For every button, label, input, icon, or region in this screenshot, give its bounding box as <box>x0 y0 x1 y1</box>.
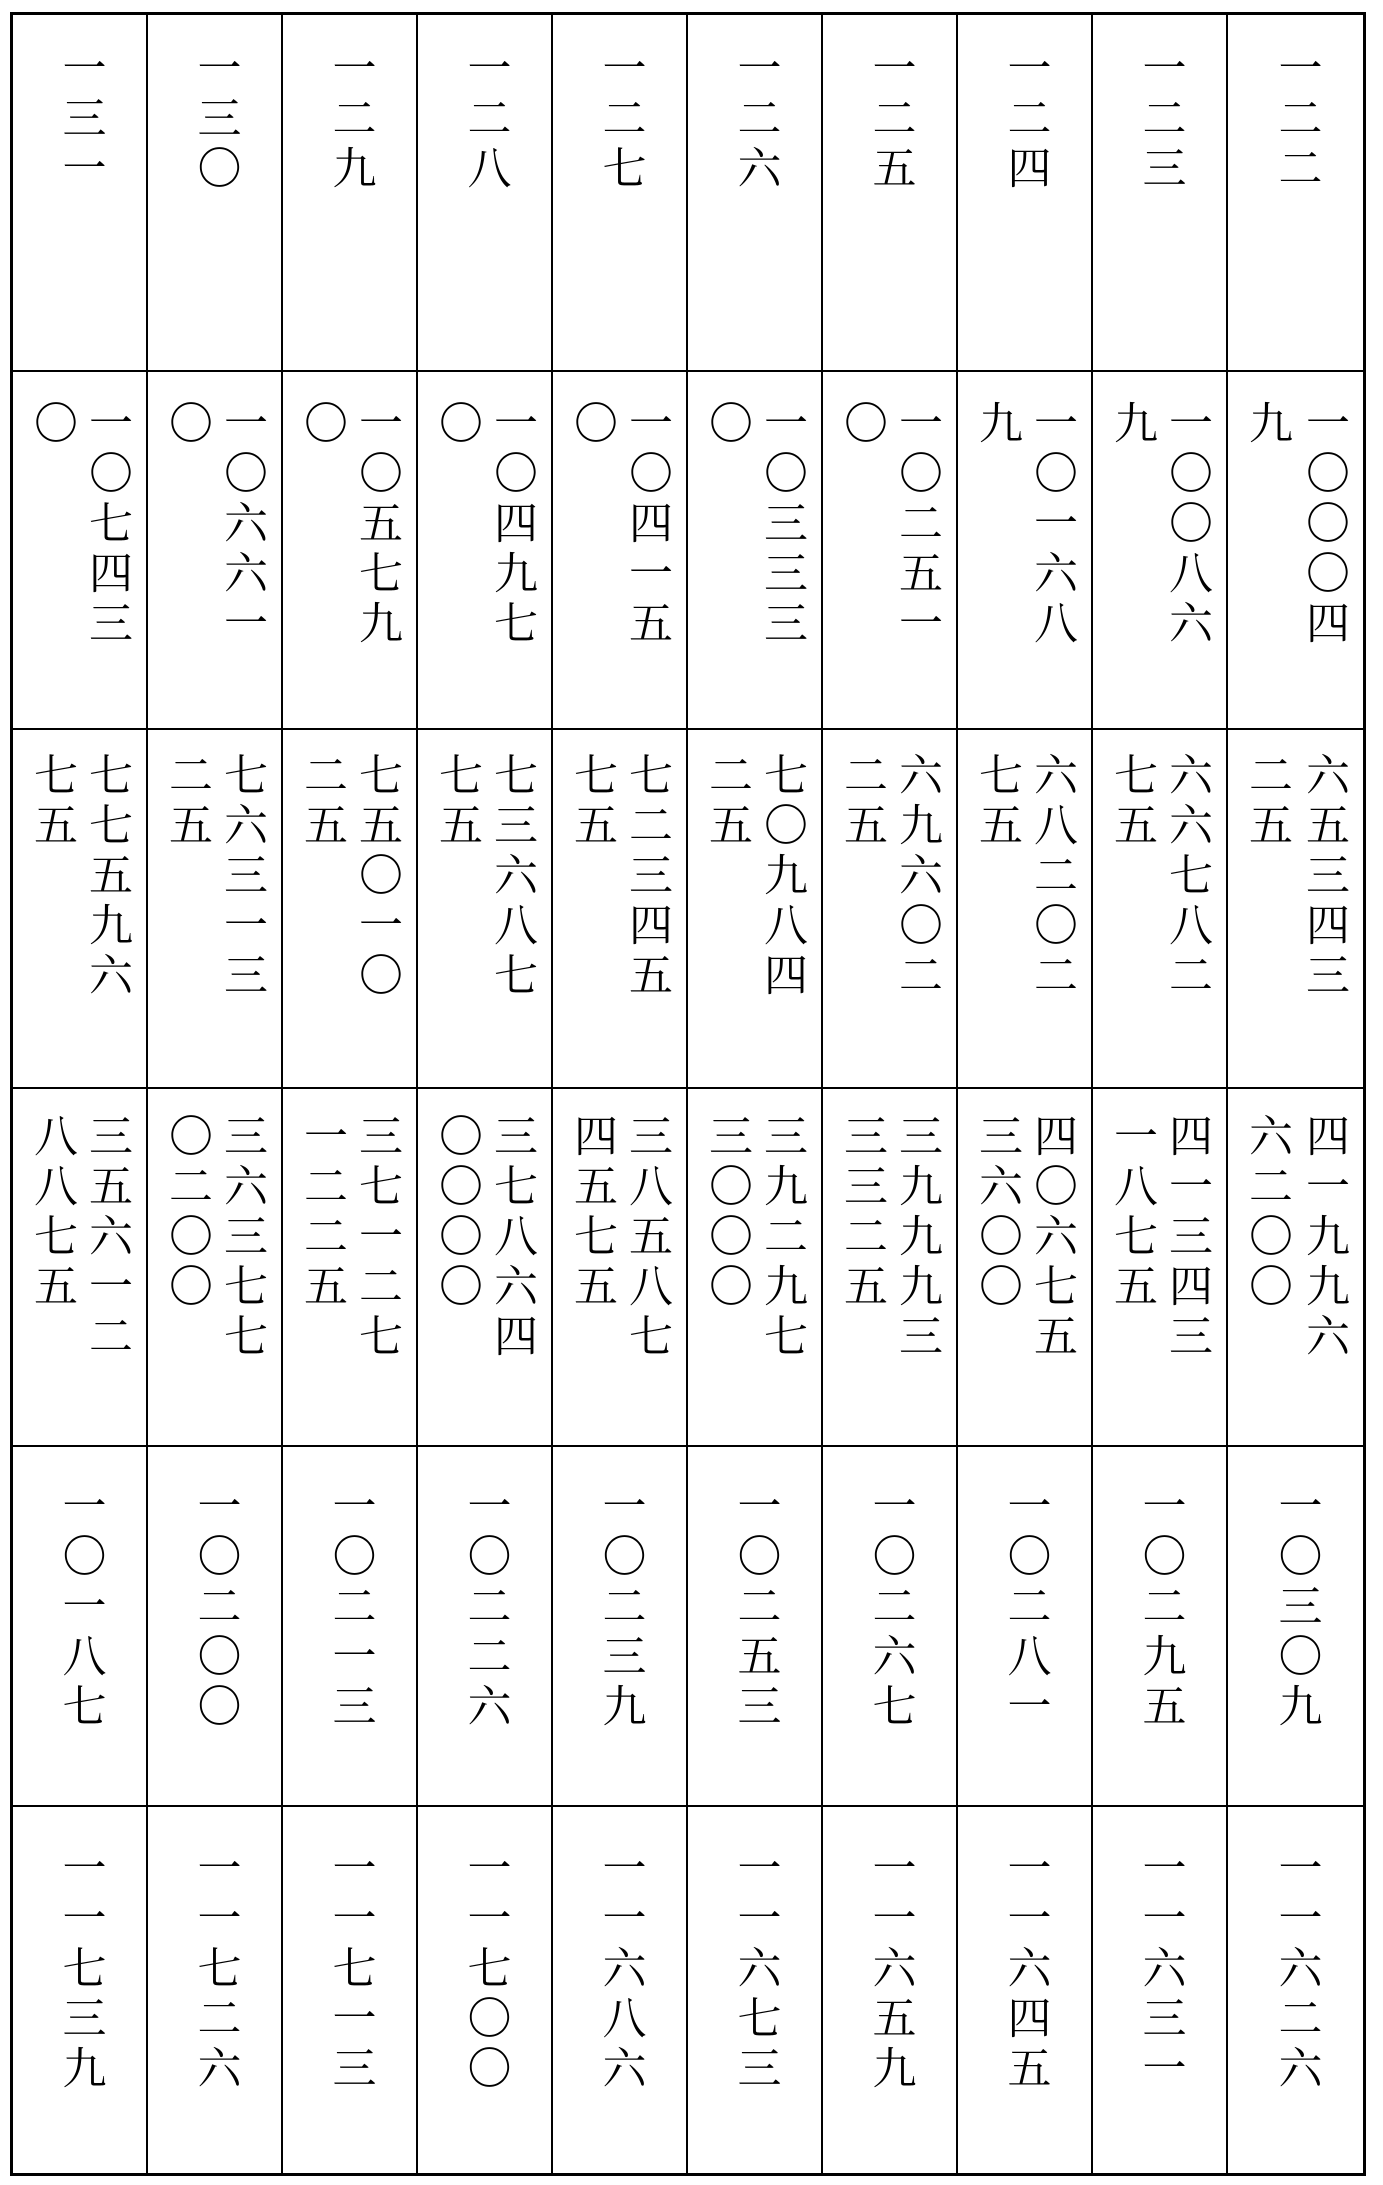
start-cell <box>1093 1447 1228 1807</box>
price-cell-main-text: 六六七八二 <box>1161 752 1212 1002</box>
range-cell-main-text: 一〇四一五 <box>621 400 672 650</box>
range-cell <box>688 372 823 730</box>
end-cell <box>553 1807 688 2173</box>
range-cell-sub-text: 〇 <box>701 400 752 450</box>
sales-cell <box>553 1089 688 1447</box>
price-cell <box>688 730 823 1089</box>
range-cell-sub-text: 九 <box>1241 400 1292 450</box>
range-cell <box>418 372 553 730</box>
range-cell <box>1093 372 1228 730</box>
number-cell <box>553 15 688 372</box>
sales-cell-sub-text: 四五七五 <box>566 1113 617 1313</box>
start-cell-text: 一〇一八七 <box>54 1483 106 1733</box>
number-cell-text: 一二二 <box>1270 45 1322 195</box>
end-cell <box>1093 1807 1228 2173</box>
sales-cell-main-text: 三七八六四 <box>486 1113 537 1363</box>
sales-cell <box>1093 1089 1228 1447</box>
sales-cell-sub-text: 三〇〇〇 <box>701 1113 752 1313</box>
price-cell-sub-text: 二五 <box>836 752 887 852</box>
number-cell <box>13 15 148 372</box>
end-cell-text: 一一七〇〇 <box>459 1845 511 2095</box>
start-cell-text: 一〇二八一 <box>999 1483 1051 1733</box>
range-cell-main-text: 一〇三三三 <box>756 400 807 650</box>
price-cell <box>13 730 148 1089</box>
price-cell-main-text: 七五〇一〇 <box>351 752 402 1002</box>
number-cell <box>958 15 1093 372</box>
number-cell <box>823 15 958 372</box>
sales-cell-sub-text: 一二二五 <box>296 1113 347 1313</box>
start-cell-text: 一〇二一三 <box>324 1483 376 1733</box>
sales-cell-sub-text: 六二〇〇 <box>1241 1113 1292 1313</box>
price-cell-main-text: 七七五九六 <box>81 752 132 1002</box>
sales-cell-main-text: 四〇六七五 <box>1026 1113 1077 1363</box>
range-cell-main-text: 一〇六六一 <box>216 400 267 650</box>
number-cell-text: 一二三 <box>1134 45 1186 195</box>
sales-cell <box>823 1089 958 1447</box>
start-cell-text: 一〇二二六 <box>459 1483 511 1733</box>
end-cell-text: 一一六四五 <box>999 1845 1051 2095</box>
start-cell <box>823 1447 958 1807</box>
price-cell <box>1228 730 1363 1089</box>
price-cell <box>283 730 418 1089</box>
end-cell <box>958 1807 1093 2173</box>
number-cell-text: 一二四 <box>999 45 1051 195</box>
end-cell-text: 一一七三九 <box>54 1845 106 2095</box>
sales-cell-main-text: 三八五八七 <box>621 1113 672 1363</box>
price-cell <box>553 730 688 1089</box>
start-cell-text: 一〇二九五 <box>1134 1483 1186 1733</box>
end-cell <box>823 1807 958 2173</box>
number-cell-text: 一二六 <box>729 45 781 195</box>
range-cell-main-text: 一〇〇八六 <box>1161 400 1212 650</box>
range-cell <box>553 372 688 730</box>
end-cell-text: 一一六五九 <box>864 1845 916 2095</box>
range-cell-main-text: 一〇〇〇四 <box>1298 400 1349 650</box>
number-cell-text: 一二九 <box>324 45 376 195</box>
price-cell-sub-text: 二五 <box>161 752 212 852</box>
sales-cell-main-text: 三六三七七 <box>216 1113 267 1363</box>
sales-cell-main-text: 三七一二七 <box>351 1113 402 1363</box>
range-cell-main-text: 一〇二五一 <box>891 400 942 650</box>
end-cell <box>688 1807 823 2173</box>
sales-cell <box>688 1089 823 1447</box>
sales-cell-sub-text: 〇二〇〇 <box>161 1113 212 1313</box>
price-cell-main-text: 六五三四三 <box>1298 752 1349 1002</box>
range-cell <box>823 372 958 730</box>
range-cell-sub-text: 〇 <box>26 400 77 450</box>
price-cell <box>958 730 1093 1089</box>
number-cell <box>283 15 418 372</box>
price-cell <box>1093 730 1228 1089</box>
end-cell <box>13 1807 148 2173</box>
sales-cell-main-text: 四一三四三 <box>1161 1113 1212 1363</box>
end-cell-text: 一一七一三 <box>324 1845 376 2095</box>
range-cell-sub-text: 〇 <box>431 400 482 450</box>
sales-cell <box>958 1089 1093 1447</box>
range-cell-main-text: 一〇七四三 <box>81 400 132 650</box>
end-cell <box>418 1807 553 2173</box>
sales-cell <box>148 1089 283 1447</box>
number-cell-text: 一二五 <box>864 45 916 195</box>
start-cell-text: 一〇三〇九 <box>1270 1483 1322 1733</box>
start-cell <box>13 1447 148 1807</box>
sales-cell-sub-text: 八八七五 <box>26 1113 77 1313</box>
range-cell-sub-text: 〇 <box>836 400 887 450</box>
start-cell <box>553 1447 688 1807</box>
numeral-table <box>10 12 1366 2176</box>
start-cell <box>418 1447 553 1807</box>
start-cell <box>148 1447 283 1807</box>
price-cell-sub-text: 七五 <box>566 752 617 852</box>
start-cell <box>283 1447 418 1807</box>
price-cell-main-text: 七六三一三 <box>216 752 267 1002</box>
start-cell-text: 一〇二六七 <box>864 1483 916 1733</box>
range-cell-main-text: 一〇五七九 <box>351 400 402 650</box>
number-cell <box>418 15 553 372</box>
price-cell <box>823 730 958 1089</box>
sales-cell-sub-text: 〇〇〇〇 <box>431 1113 482 1313</box>
price-cell-sub-text: 七五 <box>1106 752 1157 852</box>
price-cell-sub-text: 七五 <box>26 752 77 852</box>
price-cell-main-text: 六九六〇二 <box>891 752 942 1002</box>
price-cell-sub-text: 七五 <box>971 752 1022 852</box>
sales-cell <box>1228 1089 1363 1447</box>
start-cell <box>1228 1447 1363 1807</box>
price-cell-main-text: 六八二〇二 <box>1026 752 1077 1002</box>
price-cell-sub-text: 二五 <box>296 752 347 852</box>
number-cell <box>688 15 823 372</box>
sales-cell-main-text: 三五六一二 <box>81 1113 132 1363</box>
range-cell-sub-text: 九 <box>1106 400 1157 450</box>
sales-cell-main-text: 三九二九七 <box>756 1113 807 1363</box>
number-cell <box>148 15 283 372</box>
number-cell <box>1093 15 1228 372</box>
range-cell <box>148 372 283 730</box>
range-cell-sub-text: 九 <box>971 400 1022 450</box>
number-cell-text: 一二八 <box>459 45 511 195</box>
range-cell-sub-text: 〇 <box>161 400 212 450</box>
end-cell-text: 一一六七三 <box>729 1845 781 2095</box>
end-cell-text: 一一六八六 <box>594 1845 646 2095</box>
sales-cell-main-text: 三九九九三 <box>891 1113 942 1363</box>
end-cell-text: 一一六二六 <box>1270 1845 1322 2095</box>
price-cell-main-text: 七三六八七 <box>486 752 537 1002</box>
range-cell-main-text: 一〇四九七 <box>486 400 537 650</box>
number-cell-text: 一三〇 <box>189 45 241 195</box>
range-cell <box>283 372 418 730</box>
range-cell <box>1228 372 1363 730</box>
sales-cell-sub-text: 三六〇〇 <box>971 1113 1022 1313</box>
range-cell-sub-text: 〇 <box>296 400 347 450</box>
start-cell-text: 一〇二三九 <box>594 1483 646 1733</box>
sales-cell <box>283 1089 418 1447</box>
sales-cell <box>418 1089 553 1447</box>
range-cell-sub-text: 〇 <box>566 400 617 450</box>
start-cell <box>958 1447 1093 1807</box>
end-cell-text: 一一六三一 <box>1134 1845 1186 2095</box>
end-cell <box>283 1807 418 2173</box>
price-cell-sub-text: 七五 <box>431 752 482 852</box>
range-cell-main-text: 一〇一六八 <box>1026 400 1077 650</box>
number-cell-text: 一二七 <box>594 45 646 195</box>
price-cell <box>148 730 283 1089</box>
start-cell-text: 一〇二五三 <box>729 1483 781 1733</box>
price-cell-main-text: 七〇九八四 <box>756 752 807 1002</box>
sales-cell-sub-text: 一八七五 <box>1106 1113 1157 1313</box>
sales-cell <box>13 1089 148 1447</box>
price-cell-main-text: 七二三四五 <box>621 752 672 1002</box>
start-cell <box>688 1447 823 1807</box>
range-cell <box>958 372 1093 730</box>
number-cell-text: 一三一 <box>54 45 106 195</box>
price-cell-sub-text: 二五 <box>701 752 752 852</box>
start-cell-text: 一〇二〇〇 <box>189 1483 241 1733</box>
number-cell <box>1228 15 1363 372</box>
end-cell <box>1228 1807 1363 2173</box>
price-cell <box>418 730 553 1089</box>
end-cell-text: 一一七二六 <box>189 1845 241 2095</box>
sales-cell-main-text: 四一九九六 <box>1298 1113 1349 1363</box>
end-cell <box>148 1807 283 2173</box>
price-cell-sub-text: 二五 <box>1241 752 1292 852</box>
range-cell <box>13 372 148 730</box>
sales-cell-sub-text: 三三二五 <box>836 1113 887 1313</box>
